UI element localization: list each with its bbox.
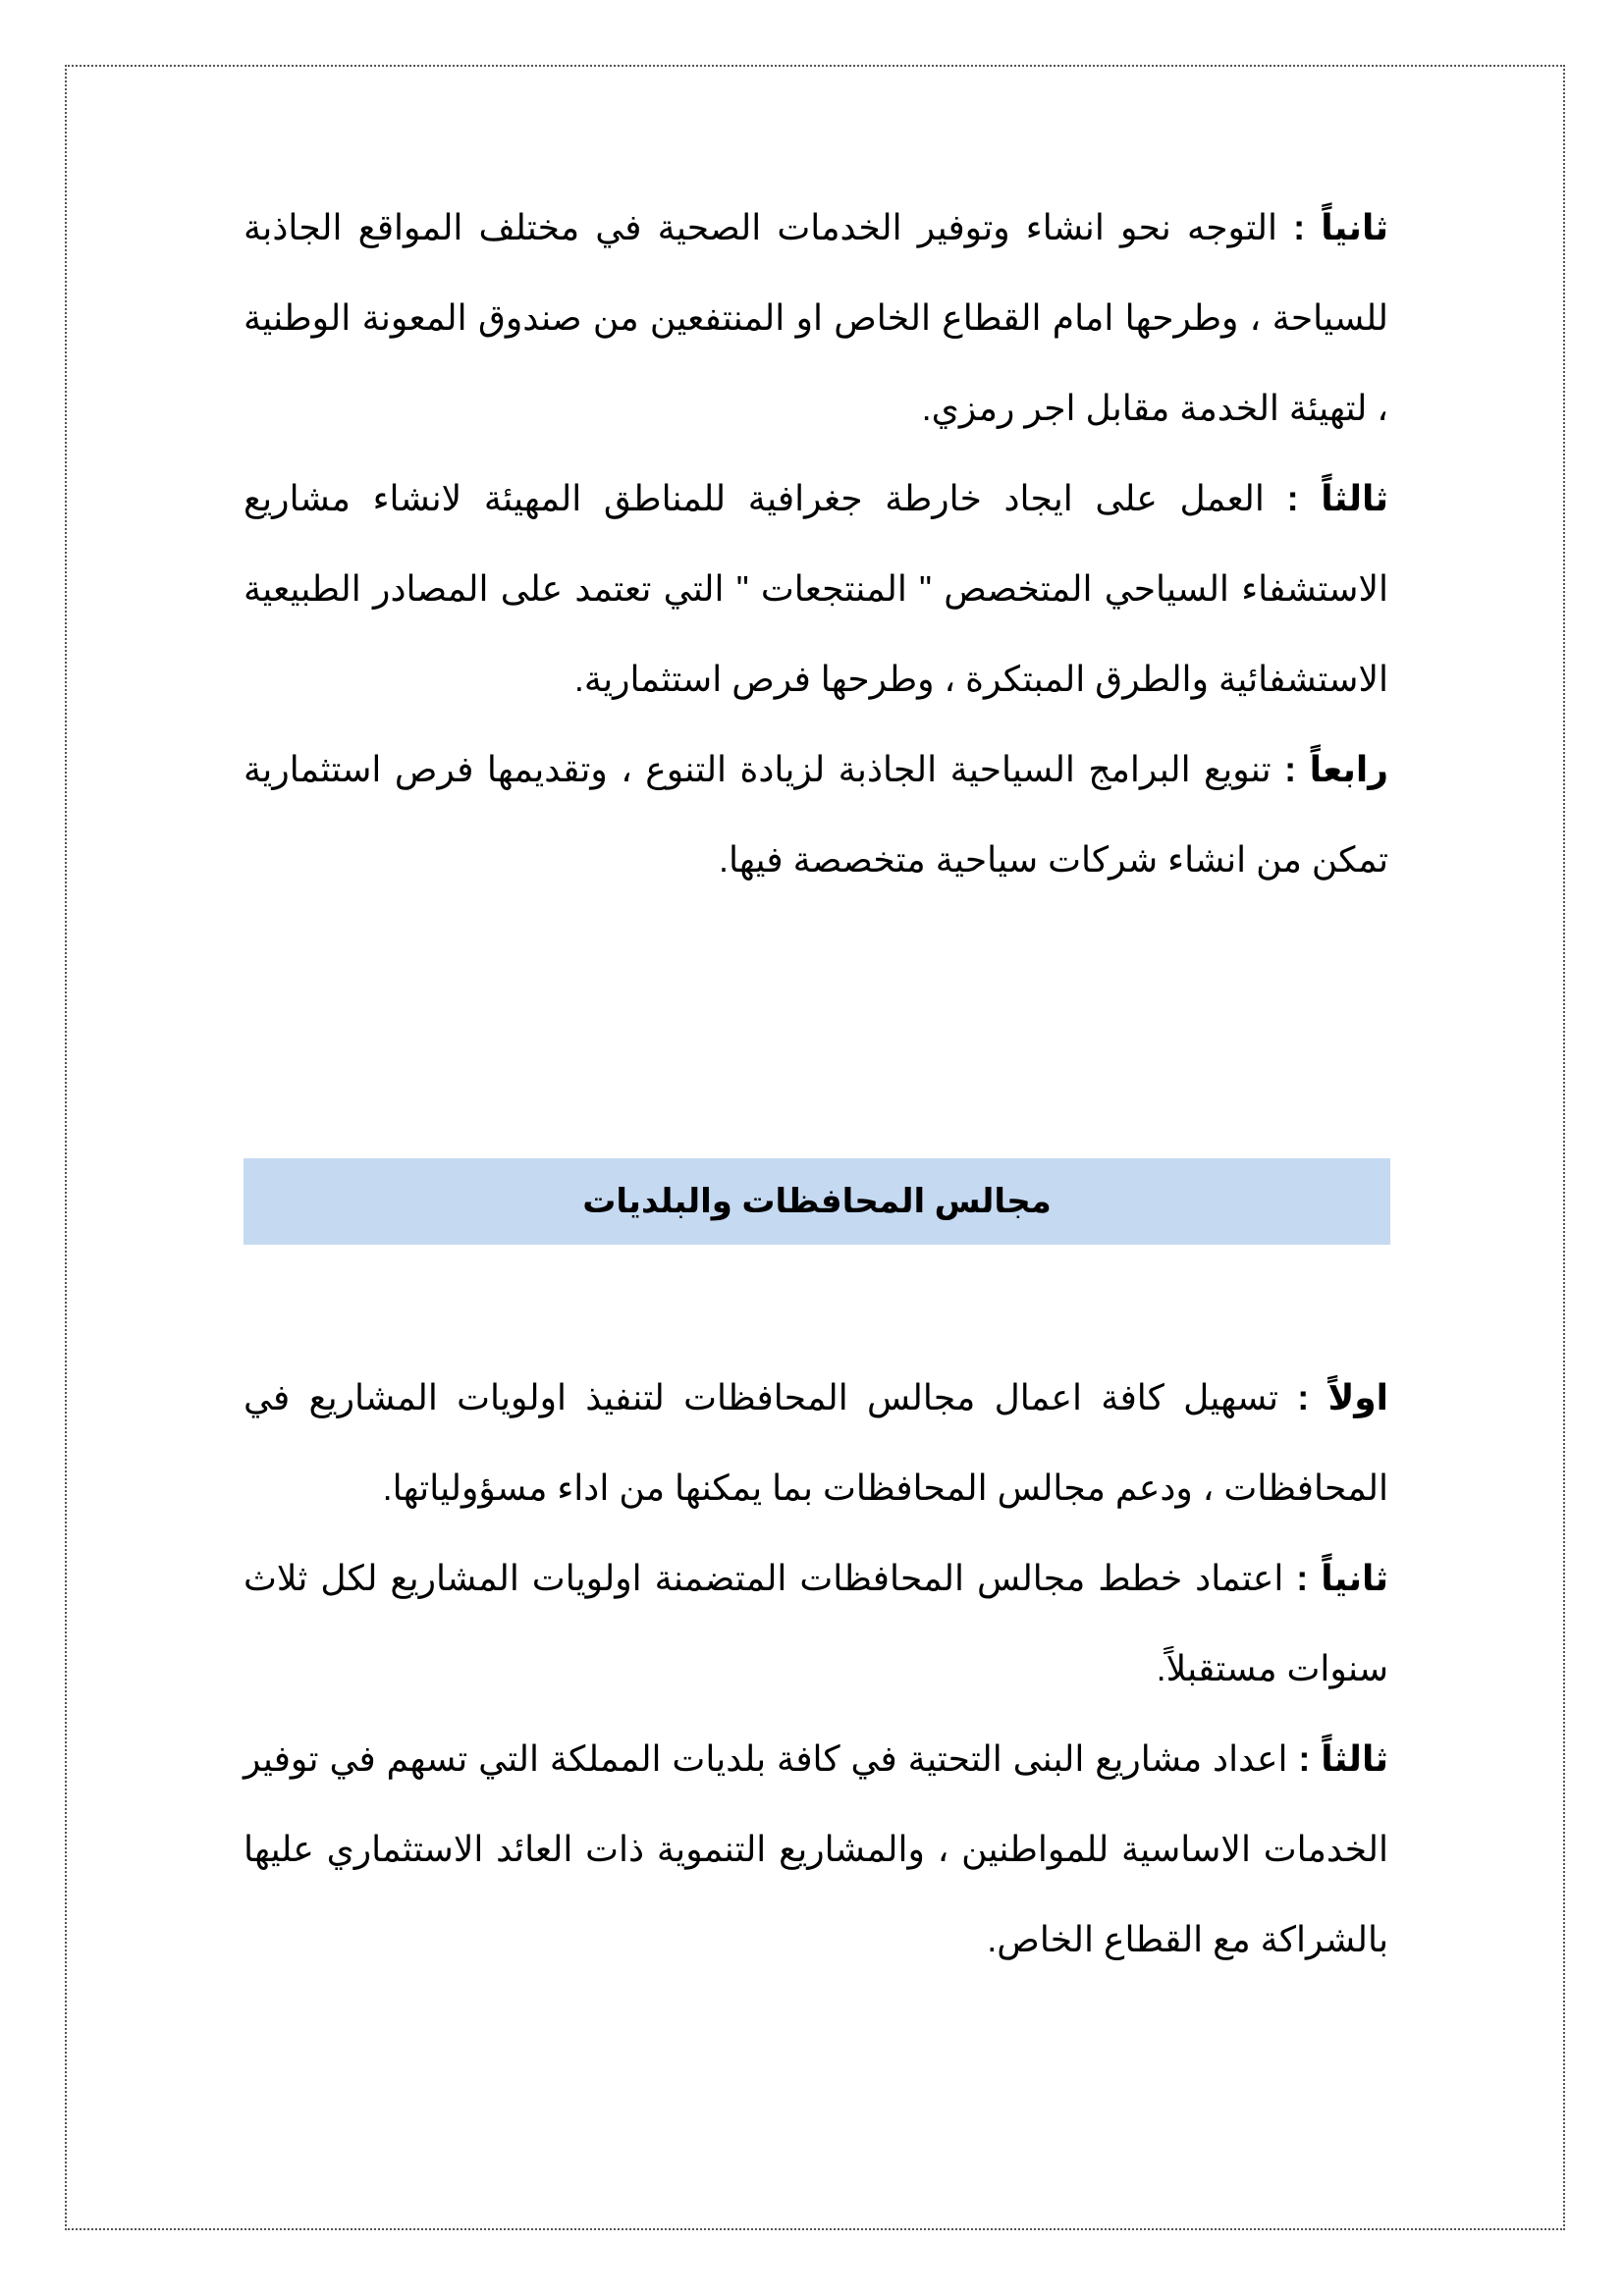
paragraph-lead: ثانياً : [1296, 1558, 1388, 1598]
paragraph-fourth-programs [244, 724, 1388, 905]
section-councils-points [244, 1353, 1388, 1985]
paragraph-lead: اولاً : [1297, 1377, 1389, 1417]
paragraph-text: التوجه نحو انشاء وتوفير الخدمات الصحية في مختلف المواقع الجاذبة للسياحة ، وطرحها امام القطاع الخاص او المنتفعين من صندوق المعونة الوطنية ، لتهيئة الخدمة مقابل اجر رمزي. [244, 207, 1388, 428]
section-tourism-points [244, 183, 1388, 905]
paragraph-text: تنويع البرامج السياحية الجاذبة لزيادة التنوع ، وتقديمها فرص استثمارية تمكن من انشاء شركات سياحية متخصصة فيها. [244, 749, 1388, 880]
section-heading: مجالس المحافظات والبلديات [582, 1183, 1052, 1220]
paragraph-text: تسهيل كافة اعمال مجالس المحافظات لتنفيذ اولويات المشاريع في المحافظات ، ودعم مجالس المحافظات بما يمكنها من اداء مسؤولياتها. [244, 1377, 1388, 1508]
paragraph-first-councils [244, 1353, 1388, 1533]
paragraph-second-plans [244, 1533, 1388, 1714]
paragraph-third-map [244, 454, 1388, 724]
paragraph-third-infrastructure [244, 1714, 1388, 1985]
paragraph-second-health-services [244, 183, 1388, 454]
paragraph-lead: ثانياً : [1293, 207, 1388, 247]
section-heading-bar [244, 1158, 1390, 1245]
paragraph-text: العمل على ايجاد خارطة جغرافية للمناطق المهيئة لانشاء مشاريع الاستشفاء السياحي المتخصص " المنتجعات " التي تعتمد على المصادر الطبيعية الاستشفائية والطرق المبتكرة ، وطرحها فرص استثمارية. [244, 478, 1388, 699]
paragraph-text: اعداد مشاريع البنى التحتية في كافة بلديات المملكة التي تسهم في توفير الخدمات الاساسية للمواطنين ، والمشاريع التنموية ذات العائد الاستثماري عليها بالشراكة مع القطاع الخاص. [244, 1738, 1388, 1959]
paragraph-text: اعتماد خطط مجالس المحافظات المتضمنة اولويات المشاريع لكل ثلاث سنوات مستقبلاً. [244, 1558, 1388, 1688]
paragraph-lead: ثالثاً : [1286, 478, 1388, 518]
paragraph-lead: ثالثاً : [1298, 1738, 1388, 1779]
paragraph-lead: رابعاً : [1284, 749, 1388, 789]
